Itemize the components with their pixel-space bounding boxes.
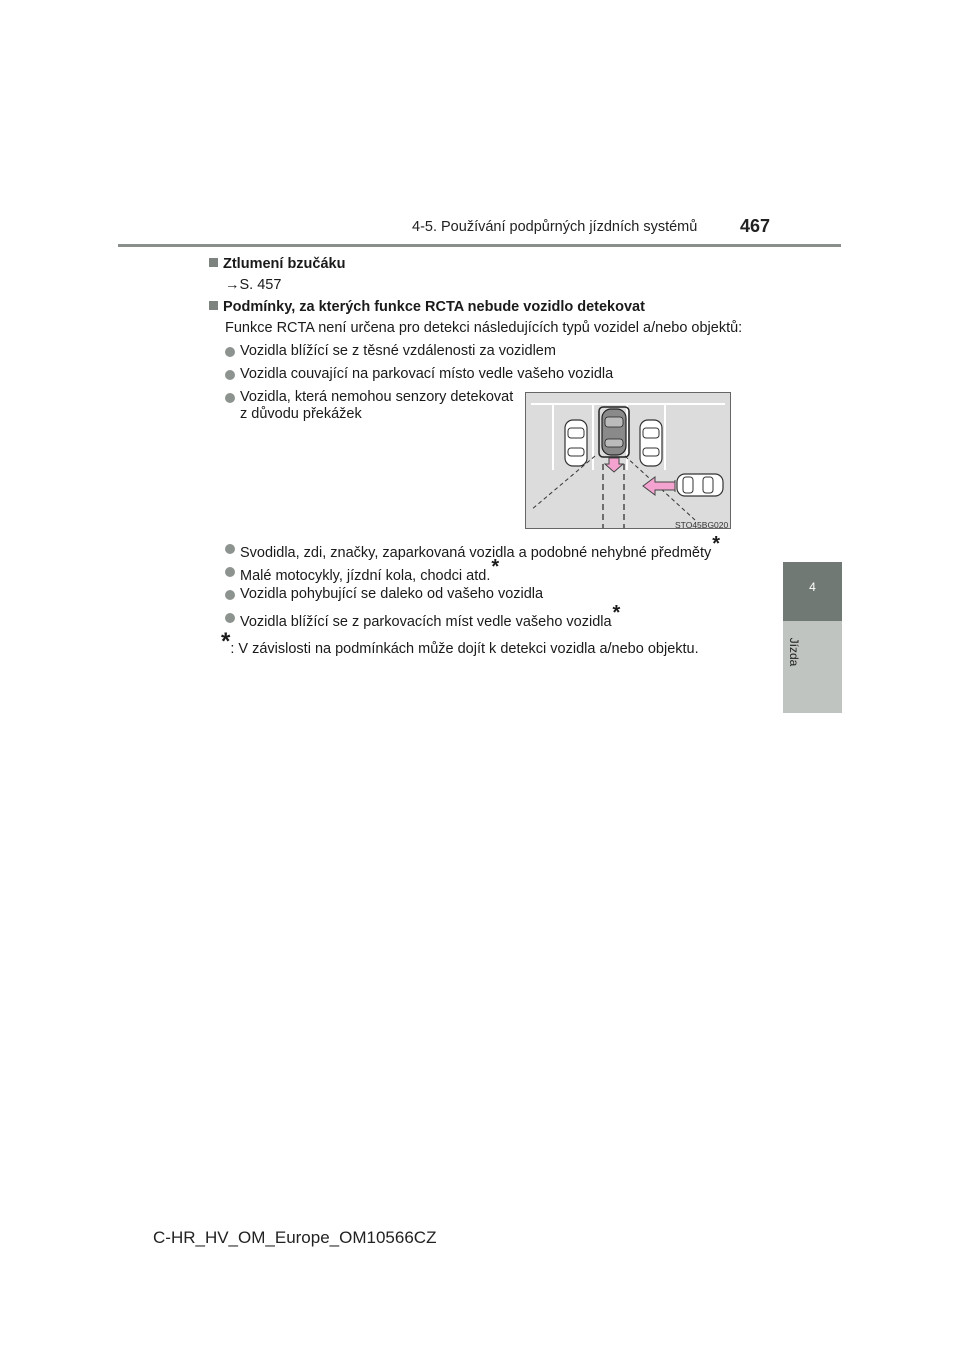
footnote <box>221 628 699 660</box>
intro-text: Funkce RCTA není určena pro detekci následujících typů vozidel a/nebo objektů: <box>225 320 743 336</box>
list-item-text: Svodidla, zdi, značky, zaparkovaná vozidla a podobné nehybné předměty* <box>240 533 721 561</box>
asterisk-mark: * <box>612 602 621 624</box>
round-bullet-icon <box>225 393 235 403</box>
list-item-text: Malé motocykly, jízdní kola, chodci atd.* <box>240 556 500 584</box>
heading-rcta-conditions-text: Podmínky, za kterých funkce RCTA nebude vozidlo detekovat <box>223 299 645 315</box>
list-item-text: Vozidla, která nemohou senzory detekovat <box>240 389 514 405</box>
figure-code: STO45BG020 <box>675 520 729 530</box>
parked-car-left <box>565 420 587 466</box>
heading-rcta-conditions <box>209 299 645 315</box>
approaching-car <box>677 474 723 496</box>
chapter-label-wrap <box>787 632 801 672</box>
heading-mute-buzzer-text: Ztlumení bzučáku <box>223 256 346 272</box>
asterisk-mark: * <box>491 556 500 578</box>
page-number: 467 <box>740 216 771 236</box>
heading-mute-buzzer <box>209 256 345 272</box>
list-item-text-cont: z důvodu překážek <box>240 406 362 422</box>
section-title: 4-5. Používání podpůrných jízdních systémů <box>412 219 698 235</box>
round-bullet-icon <box>225 567 235 577</box>
chapter-label: Jízda <box>787 637 801 667</box>
list-item-text: Vozidla blížící se z parkovacích míst vedle vašeho vozidla* <box>240 602 621 630</box>
own-vehicle <box>599 407 629 457</box>
parking-diagram-svg <box>525 392 731 529</box>
header-rule <box>118 244 841 247</box>
parked-car-right <box>640 420 662 466</box>
chapter-number: 4 <box>809 580 816 594</box>
round-bullet-icon <box>225 590 235 600</box>
round-bullet-icon <box>225 370 235 380</box>
round-bullet-icon <box>225 544 235 554</box>
square-bullet-icon <box>209 301 218 310</box>
asterisk-mark: * <box>712 533 721 555</box>
page-reference-link[interactable]: →S. 457 <box>225 277 282 293</box>
list-item-text: Vozidla pohybující se daleko od vašeho vozidla <box>240 586 544 602</box>
list-item-text: Vozidla couvající na parkovací místo vedle vašeho vozidla <box>240 366 614 382</box>
footnote-asterisk: * <box>221 628 231 655</box>
document-id: C-HR_HV_OM_Europe_OM10566CZ <box>153 1228 437 1247</box>
rcta-parking-diagram <box>525 392 731 529</box>
footnote-text: : V závislosti na podmínkách může dojít k detekci vozidla a/nebo objektu. <box>230 641 699 657</box>
round-bullet-icon <box>225 613 235 623</box>
chapter-tab <box>783 562 842 621</box>
round-bullet-icon <box>225 347 235 357</box>
square-bullet-icon <box>209 258 218 267</box>
list-item-text: Vozidla blížící se z těsné vzdálenosti za vozidlem <box>240 343 556 359</box>
